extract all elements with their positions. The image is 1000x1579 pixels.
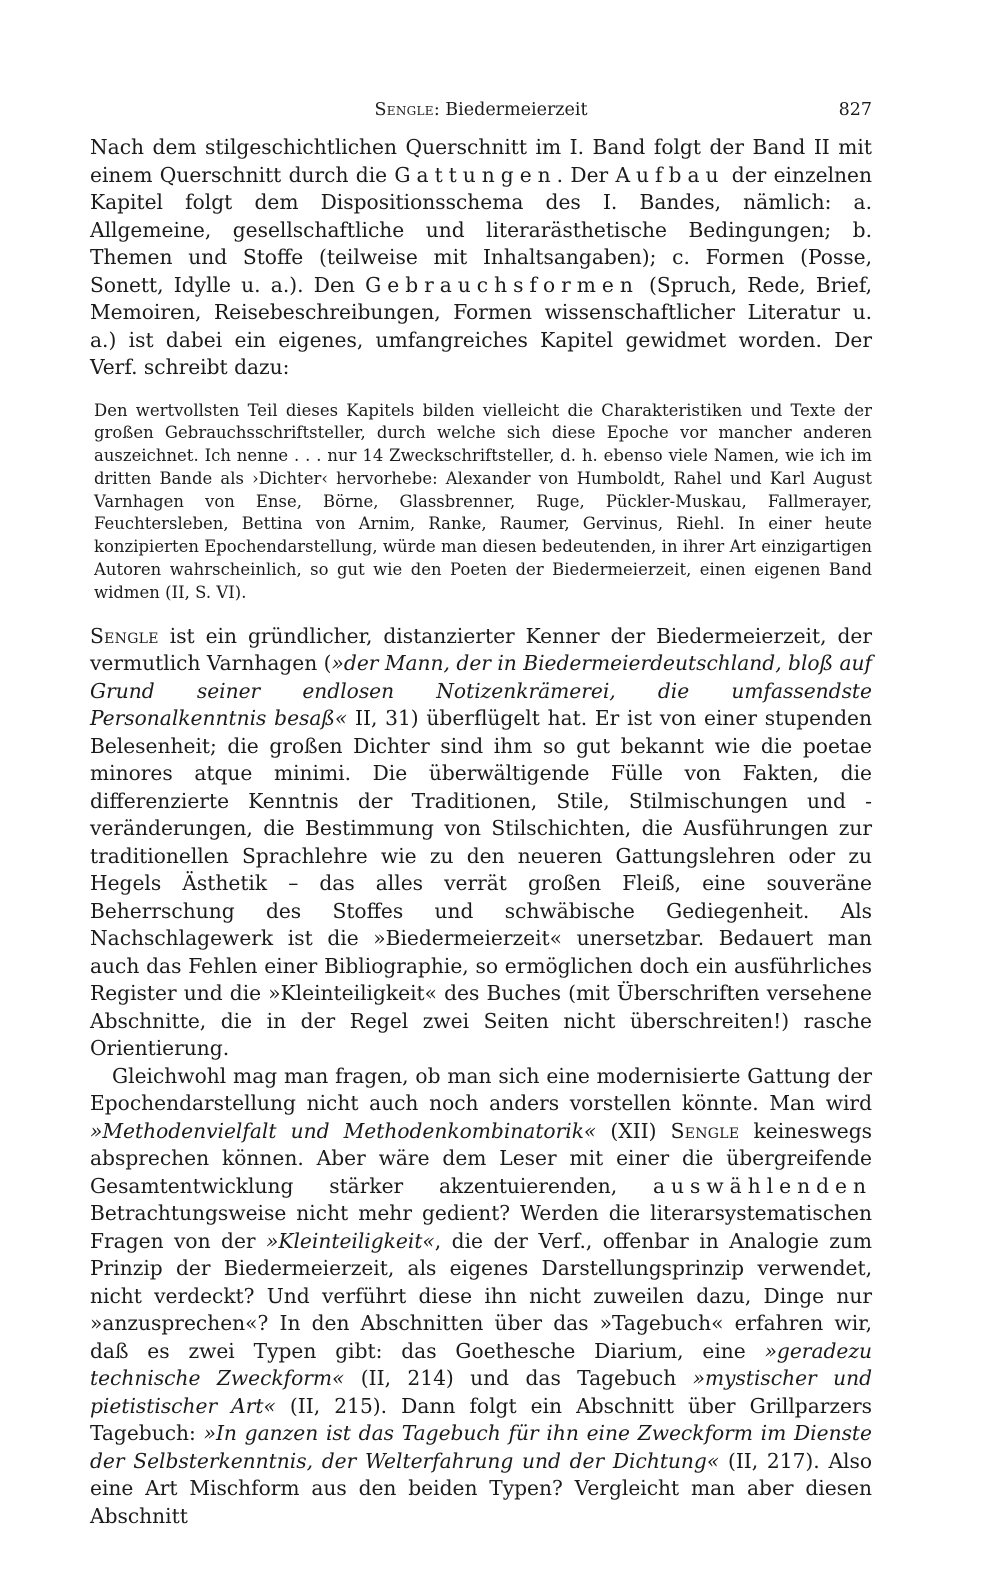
inline-quote-varnhagen: »der Mann, der in Biedermeierdeutschland, bloß auf Grund seiner endlosen Notizenkrämerei, die umfassendste Personalkenntnis besaß« [90, 651, 873, 731]
running-title-text: : Biedermeierzeit [433, 100, 588, 120]
inline-quote-grillparzer: »In ganzen ist das Tagebuch für ihn eine Zweckform im Dienste der Selbsterkenntnis, der Welterfahrung und der Dichtung« [90, 1421, 872, 1473]
block-quote: Den wertvollsten Teil dieses Kapitels bilden vielleicht die Charakteristiken und Texte der großen Gebrauchsschriftsteller, durch welche sich diese Epoche vor mancher anderen auszeichnet. Ich nenne . . . nur 14 Zweckschriftsteller, d. h. ebenso viele Namen, wie ich im dritten Bande als ›Dichter‹ hervorhebe: Alexander von Humboldt, Rahel und Karl August Varnhagen von Ense, Börne, Glassbrenner, Ruge, Pückler-Muskau, Fallmerayer, Feuchtersleben, Bettina von Arnim, Ranke, Raumer, Gervinus, Riehl. In einer heute konzipierten Epochendarstellung, würde man diesen bedeutenden, in ihrer Art einzigartigen Autoren wahrscheinlich, so gut wie den Poeten der Biedermeierzeit, einen eigenen Band widmen (II, S. VI). [94, 400, 872, 602]
spaced-word-gattungen: Gattungen [394, 162, 557, 187]
paragraph-1-text-d: (Spruch, Rede, Brief, Memoiren, Reisebeschreibungen, Formen wissenschaftlicher Literatur u. a.) ist dabei ein eigenes, umfangreiches Kapitel gewidmet worden. Der Verf. schreibt dazu: [90, 272, 872, 379]
book-page [90, 100, 872, 1530]
paragraph-3-text-c: keineswegs absprechen können. Aber wäre dem Leser mit einer die übergreifende Gesamtentwicklung stärker akzentuierenden, [90, 1118, 872, 1198]
running-head [90, 100, 872, 134]
paragraph-1-text-c: der einzelnen Kapitel folgt dem Dispositionsschema des I. Bandes, nämlich: a. Allgemeine, gesellschaftliche und literarästhetische Bedingungen; b. Themen und Stoffe (teilweise mit Inhaltsangaben); c. Formen (Posse, Sonett, Idylle u. a.). Den [90, 162, 872, 297]
running-title-author: Sengle [374, 100, 434, 120]
paragraph-2-text-a: ist ein gründlicher, distanzierter Kenner der Biedermeierzeit, der vermutlich Varnhagen ( [90, 623, 872, 676]
author-name-sengle-2: Sengle [670, 1118, 740, 1143]
paragraph-2 [90, 623, 872, 1063]
paragraph-3-text-b: (XII) [596, 1118, 671, 1143]
paragraph-3-text-f: (II, 214) und das Tagebuch [344, 1366, 693, 1391]
paragraph-1-text-a: Nach dem stilgeschichtlichen Querschnitt im I. Band folgt der Band II mit einem Querschnitt durch die [90, 135, 872, 187]
paragraph-1 [90, 134, 872, 382]
inline-quote-kleinteiligkeit: »Kleinteiligkeit« [266, 1228, 435, 1253]
paragraph-3-text-g: (II, 215). Dann folgt ein Abschnitt über Grillparzers Tagebuch: [90, 1393, 872, 1446]
author-name-sengle: Sengle [90, 623, 159, 648]
paragraph-3-text-d: Betrachtungsweise nicht mehr gedient? Werden die literarsystematischen Fragen von der [90, 1201, 872, 1253]
paragraph-2-text-b: II, 31) überflügelt hat. Er ist von einer stupenden Belesenheit; die großen Dichter sind ihm so gut bekannt wie die poetae minores atque minimi. Die überwältigende Fülle von Fakten, die differenzierte Kenntnis der Traditionen, Stile, Stilmischungen und -veränderungen, die Bestimmung von Stilschichten, die Ausführungen zur traditionellen Sprachlehre wie zu den neueren Gattungslehren oder zu Hegels Ästhetik – das alles verrät großen Fleiß, eine souveräne Beherrschung des Stoffes und schwäbische Gediegenheit. Als Nachschlagewerk ist die »Biedermeierzeit« unersetzbar. Bedauert man auch das Fehlen einer Bibliographie, so ermöglichen doch ein ausführliches Register und die »Kleinteiligkeit« des Buches (mit Überschriften versehene Abschnitte, die in der Regel zwei Seiten nicht überschreiten!) rasche Orientierung. [90, 706, 872, 1061]
running-title [90, 100, 872, 120]
paragraph-3-text-a: Gleichwohl mag man fragen, ob man sich eine modernisierte Gattung der Epochendarstellung nicht auch noch anders vorstellen könnte. Man wird [90, 1063, 872, 1116]
inline-quote-zweckform: »geradezu technische Zweckform« [90, 1338, 872, 1391]
inline-quote-mystischer: »mystischer und pietistischer Art« [90, 1366, 873, 1418]
paragraph-1-text-b: . Der [556, 162, 616, 187]
paragraph-3-text-e: , die der Verf., offenbar in Analogie zum Prinzip der Biedermeierzeit, als eigenes Darstellungsprinzip verwendet, nicht verdeckt? Und verführt diese ihn nicht zuweilen dazu, Dinge nur »anzusprechen«? In den Abschnitten über das »Tagebuch« erfahren wir, daß es zwei Typen gibt: das Goethesche Diarium, eine [90, 1228, 872, 1363]
page-number: 827 [838, 100, 872, 120]
paragraph-3-text-h: (II, 217). Also eine Art Mischform aus den beiden Typen? Vergleicht man aber diesen Abschnitt [90, 1448, 872, 1528]
inline-quote-methodenvielfalt: »Methodenvielfalt und Methodenkombinatorik« [90, 1118, 597, 1143]
paragraph-3 [90, 1063, 872, 1531]
spaced-word-auswaehlenden: auswählenden [653, 1173, 872, 1198]
spaced-word-gebrauchsformen: Gebrauchsformen [365, 272, 639, 297]
spaced-word-aufbau: Aufbau [615, 162, 725, 187]
